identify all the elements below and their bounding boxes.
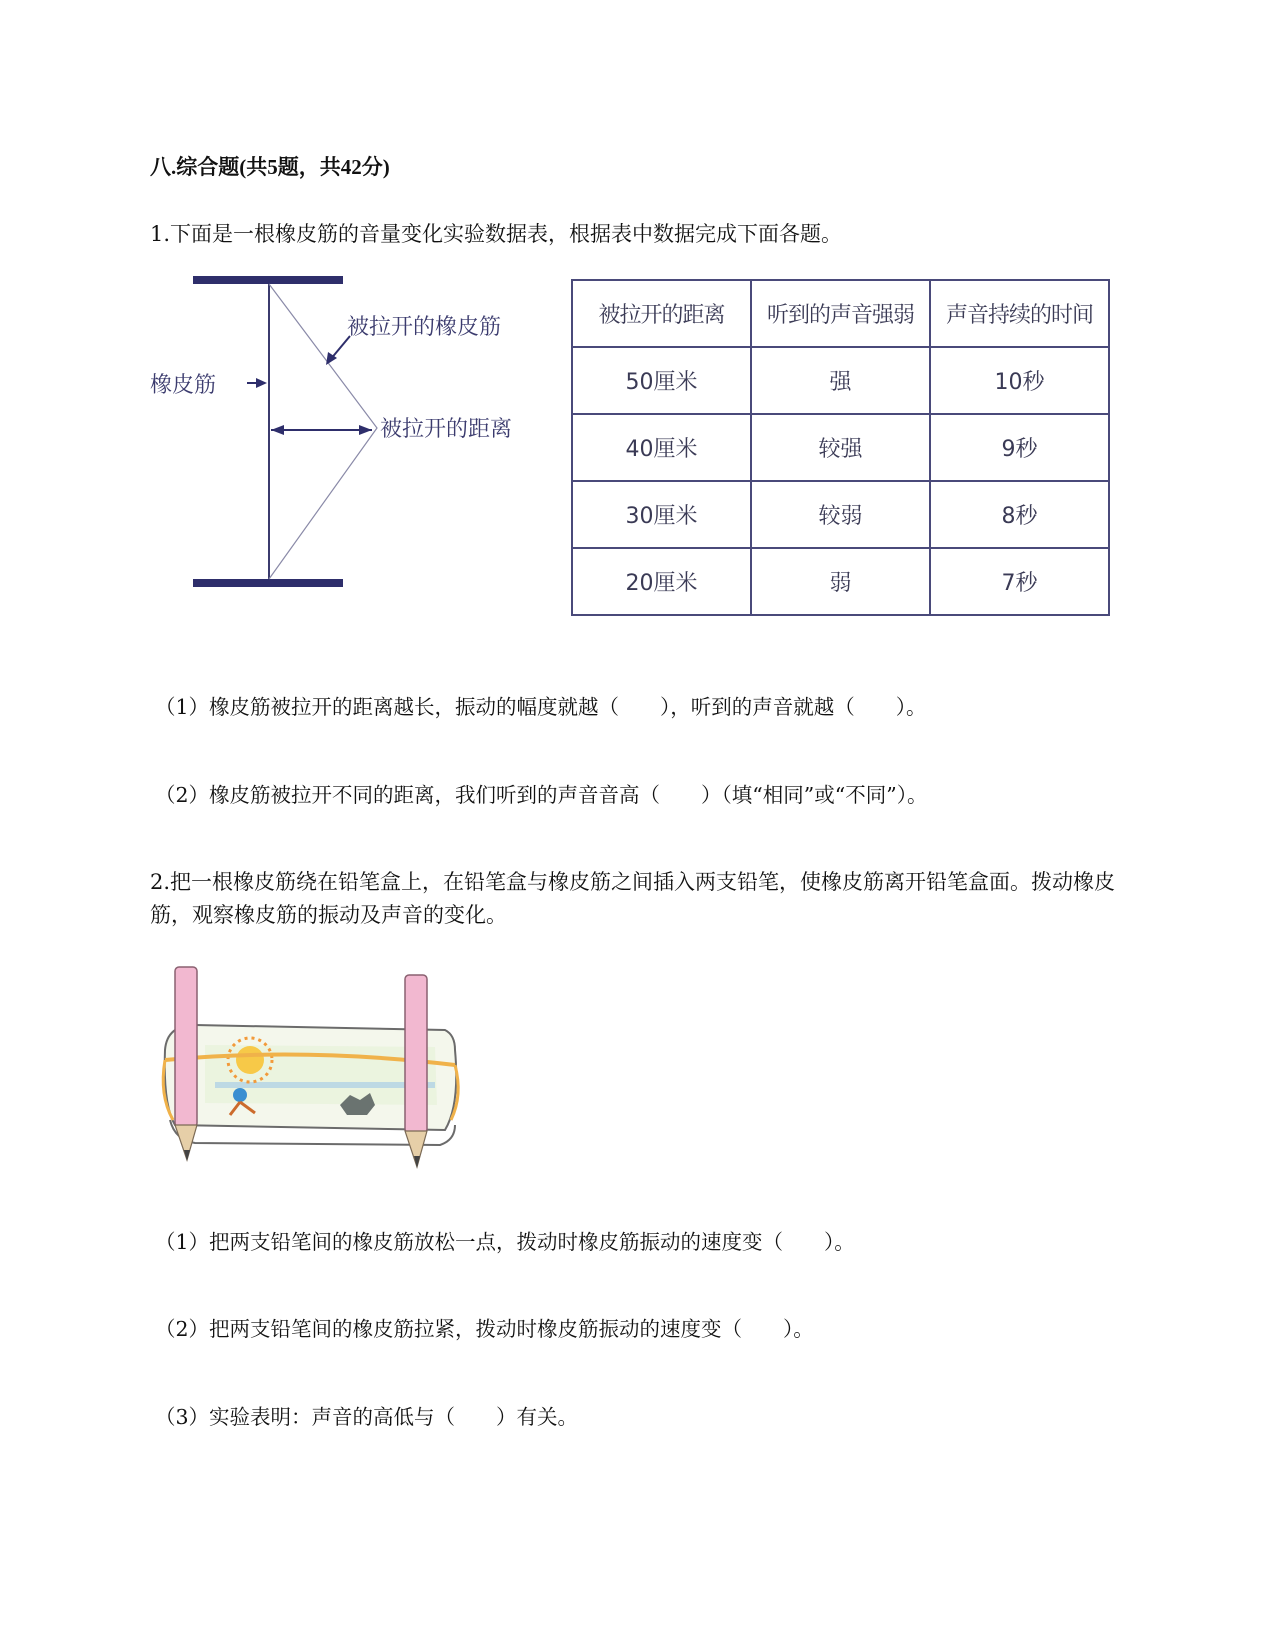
table-cell: 较弱 bbox=[751, 481, 930, 548]
table-cell: 50厘米 bbox=[572, 347, 751, 414]
table-cell: 弱 bbox=[751, 548, 930, 615]
table-cell: 强 bbox=[751, 347, 930, 414]
table-cell: 20厘米 bbox=[572, 548, 751, 615]
bottom-bar bbox=[193, 579, 343, 587]
table-row bbox=[572, 548, 1109, 615]
question-2-part-2: （2）把两支铅笔间的橡皮筋拉紧，拨动时橡皮筋振动的速度变（ ）。 bbox=[155, 1317, 814, 1341]
distance-label: 被拉开的距离 bbox=[380, 417, 513, 442]
table-cell: 30厘米 bbox=[572, 481, 751, 548]
top-bar bbox=[193, 276, 343, 284]
table-cell: 较强 bbox=[751, 414, 930, 481]
table-header-row bbox=[572, 280, 1109, 347]
table-header-cell: 被拉开的距离 bbox=[572, 280, 751, 347]
pencil-box-illustration bbox=[155, 955, 475, 1180]
table-row bbox=[572, 347, 1109, 414]
table-header-cell: 听到的声音强弱 bbox=[751, 280, 930, 347]
table-cell: 8秒 bbox=[930, 481, 1109, 548]
sun-picture bbox=[236, 1046, 264, 1074]
left-pencil bbox=[175, 967, 197, 1161]
table-cell: 40厘米 bbox=[572, 414, 751, 481]
section-title: 八.综合题(共5题，共42分) bbox=[150, 155, 390, 179]
question-2-part-3: （3）实验表明：声音的高低与（ ）有关。 bbox=[155, 1405, 579, 1429]
question-1-part-1: （1）橡皮筋被拉开的距离越长，振动的幅度就越（ ），听到的声音就越（ ）。 bbox=[155, 695, 927, 719]
question-2-intro: 2.把一根橡皮筋绕在铅笔盒上，在铅笔盒与橡皮筋之间插入两支铅笔，使橡皮筋离开铅笔盒面。拨动橡皮筋，观察橡皮筋的振动及声音的变化。 bbox=[150, 870, 1116, 927]
table-cell: 7秒 bbox=[930, 548, 1109, 615]
rubber-band-data-table bbox=[571, 279, 1110, 616]
table-row bbox=[572, 414, 1109, 481]
right-pencil bbox=[405, 975, 427, 1168]
rubber-band-stretch-diagram bbox=[150, 270, 555, 620]
figure-picture bbox=[233, 1088, 247, 1102]
table-header-cell: 声音持续的时间 bbox=[930, 280, 1109, 347]
table-row bbox=[572, 481, 1109, 548]
question-2-part-1: （1）把两支铅笔间的橡皮筋放松一点，拨动时橡皮筋振动的速度变（ ）。 bbox=[155, 1230, 855, 1254]
question-1-intro: 1.下面是一根橡皮筋的音量变化实验数据表，根据表中数据完成下面各题。 bbox=[150, 222, 843, 246]
band-label: 橡皮筋 bbox=[150, 373, 217, 398]
table-cell: 9秒 bbox=[930, 414, 1109, 481]
question-1-part-2: （2）橡皮筋被拉开不同的距离，我们听到的声音音高（ ）（填“相同”或“不同”）。 bbox=[155, 783, 928, 807]
table-cell: 10秒 bbox=[930, 347, 1109, 414]
stretched-band-label: 被拉开的橡皮筋 bbox=[347, 315, 502, 340]
